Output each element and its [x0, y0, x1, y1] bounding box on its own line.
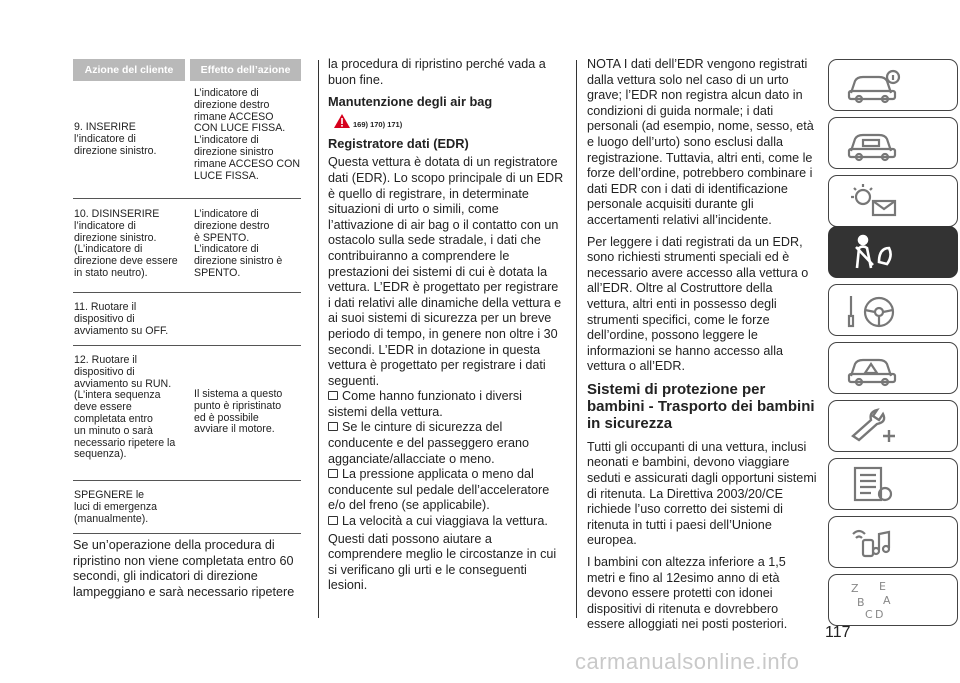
seatbelt-airbag-icon [843, 232, 903, 272]
table-row [73, 293, 301, 346]
svg-text:A: A [883, 594, 891, 607]
watermark: carmanualsonline.info [575, 649, 800, 674]
tab-starting-driving[interactable] [828, 284, 958, 336]
svg-text:E: E [879, 580, 886, 593]
steering-wheel-icon [843, 290, 903, 330]
table-cell-action: 12. Ruotare il dispositivo di avviamento su RUN. (L’intera sequenza deve essere completata entro un minuto o sarà necessario ripetere la sequenza). [74, 354, 176, 461]
bullet-square-icon [328, 469, 338, 478]
list-item: Come hanno funzionato i diversi sistemi della vettura. [328, 389, 522, 419]
svg-text:Z: Z [851, 582, 859, 595]
column-divider [318, 60, 319, 618]
outro-paragraph: Questi dati possono aiutare a comprendere meglio le circostanze in cui si verificano gli urti e le conseguenti lesioni. [328, 531, 557, 593]
table-cell-action: SPEGNERE le luci di emergenza (manualmente). [74, 489, 158, 525]
table-cell-action: 10. DISINSERIRE l’indicatore di direzione sinistro. (L’indicatore di direzione deve essere in stato neutro). [74, 208, 178, 279]
list-item: Se le cinture di sicurezza del conducente e del passeggero erano agganciate/allacciate o meno. [328, 420, 529, 466]
multimedia-icon [843, 522, 903, 562]
column-1-paragraph: Se un’operazione della procedura di ripristino non viene completata entro 60 secondi, gli indicatori di direzione lampeggiano e sarà necessario ripetere [73, 538, 295, 599]
child-safety-heading: Sistemi di protezione per bambini - Trasporto dei bambini in sicurezza [587, 380, 815, 432]
tab-index[interactable] [828, 574, 958, 626]
table-cell-effect: Il sistema a questo punto è ripristinato ed è possibile avviare il motore. [194, 388, 283, 436]
intro-paragraph: la procedura di ripristino perché vada a buon fine. [328, 57, 546, 87]
tab-maintenance[interactable] [828, 400, 958, 452]
table-row [73, 85, 301, 199]
bullet-square-icon [328, 391, 338, 400]
car-emergency-icon [843, 348, 903, 388]
wrench-icon [843, 406, 903, 446]
list-item: La velocità a cui viaggiava la vettura. [328, 514, 564, 530]
tab-safety[interactable] [828, 226, 958, 278]
car-info-icon [843, 65, 903, 105]
specifications-icon [843, 464, 903, 504]
index-letters-icon [843, 580, 903, 620]
car-dashboard-icon [843, 123, 903, 163]
warning-references [328, 114, 564, 132]
warning-refs-text: 169) 170) 171) [353, 119, 403, 129]
edr-access-paragraph: Per leggere i dati registrati da un EDR, sono richiesti strumenti speciali ed è necessario avere accesso alla vettura o all’EDR. Oltre al Costruttore della vettura, altri enti in possesso degli strumenti specifici, come le forze dell’ordine, possono leggere le informazioni se hanno accesso alla vettura o all’EDR. [587, 234, 809, 374]
edr-paragraph: Questa vettura è dotata di un registratore dati (EDR). Lo scopo principale di un EDR è quello di registrare, in determinate situazioni di urto o simili, come l’attivazione di air bag o il contatto con un ostacolo sulla sede stradale, i dati che contribuiranno a comprendere le prestazioni dei sistemi di cui è dotata la vettura. L’EDR è progettato per registrare i dati relativi alle dinamiche della vettura e ai suoi sistemi di sicurezza per un breve periodo di tempo, in genere non oltre i 30 secondi. L’EDR in dotazione in questa vettura è progettato per registrare i dati seguenti. [328, 155, 564, 388]
svg-text:D: D [875, 608, 884, 620]
table-cell-action: 9. INSERIRE l’indicatore di direzione sinistro. [74, 121, 157, 157]
column-2 [328, 57, 564, 600]
tab-dashboard[interactable] [828, 117, 958, 169]
table-cell-action: 11. Ruotare il dispositivo di avviamento su OFF. [74, 301, 169, 337]
table-row [73, 346, 301, 481]
column-3 [587, 57, 817, 639]
tab-car-info[interactable] [828, 59, 958, 111]
svg-text:B: B [857, 596, 865, 609]
tab-lights-messages[interactable] [828, 175, 958, 227]
bullet-square-icon [328, 422, 338, 431]
lights-message-icon [843, 181, 903, 221]
table-row [73, 481, 301, 534]
child-height-paragraph: I bambini con altezza inferiore a 1,5 metri e fino al 12esimo anno di età devono essere protetti con idonei dispositivi di ritenuta e dovrebbero essere alloggiati nei posti posteriori. [587, 555, 788, 632]
page-number: 117 [825, 624, 851, 641]
table-header-effect: Effetto dell’azione [190, 59, 301, 81]
tab-specifications[interactable] [828, 458, 958, 510]
table-row [73, 199, 301, 293]
list-item: La pressione applicata o meno dal conducente sul pedale dell’acceleratore e/o del freno (se applicabile). [328, 467, 550, 513]
bullet-square-icon [328, 516, 338, 525]
table-cell-effect: L’indicatore di direzione destro rimane ACCESO CON LUCE FISSA. L’indicatore di direzione sinistro rimane ACCESO CON LUCE FISSA. [194, 87, 300, 182]
table-header-action: Azione del cliente [73, 59, 185, 81]
edr-note-paragraph: NOTA I dati dell’EDR vengono registrati dalla vettura solo nel caso di un urto grave; l’EDR non registra alcun dato in condizioni di guida normale; i dati personali (ad esempio, nome, sesso, età e luogo dell’urto) sono esclusi dalla registrazione. Tuttavia, altri enti, come le forze dell’ordine, potrebbero combinare i dati EDR con i dati di identificazione personale acquisiti durante gli accertamenti relativi all’incidente. [587, 57, 814, 227]
child-safety-paragraph: Tutti gli occupanti di una vettura, inclusi neonati e bambini, devono viaggiare seduti e assicurati dagli opportuni sistemi di ritenuta. La Direttiva 2003/20/CE richiede l’uso corretto dei sistemi di ritenuta in tutti i paesi dell’Unione europea. [587, 439, 817, 548]
svg-text:C: C [865, 608, 873, 620]
edr-heading: Registratore dati (EDR) [328, 135, 469, 151]
warning-icon [334, 114, 350, 128]
airbag-maintenance-heading: Manutenzione degli air bag [328, 94, 493, 110]
column-divider [576, 60, 577, 618]
table-cell-effect: L’indicatore di direzione destro è SPENTO. L’indicatore di direzione sinistro è SPENTO. [194, 208, 283, 279]
tab-multimedia[interactable] [828, 516, 958, 568]
tab-emergency[interactable] [828, 342, 958, 394]
